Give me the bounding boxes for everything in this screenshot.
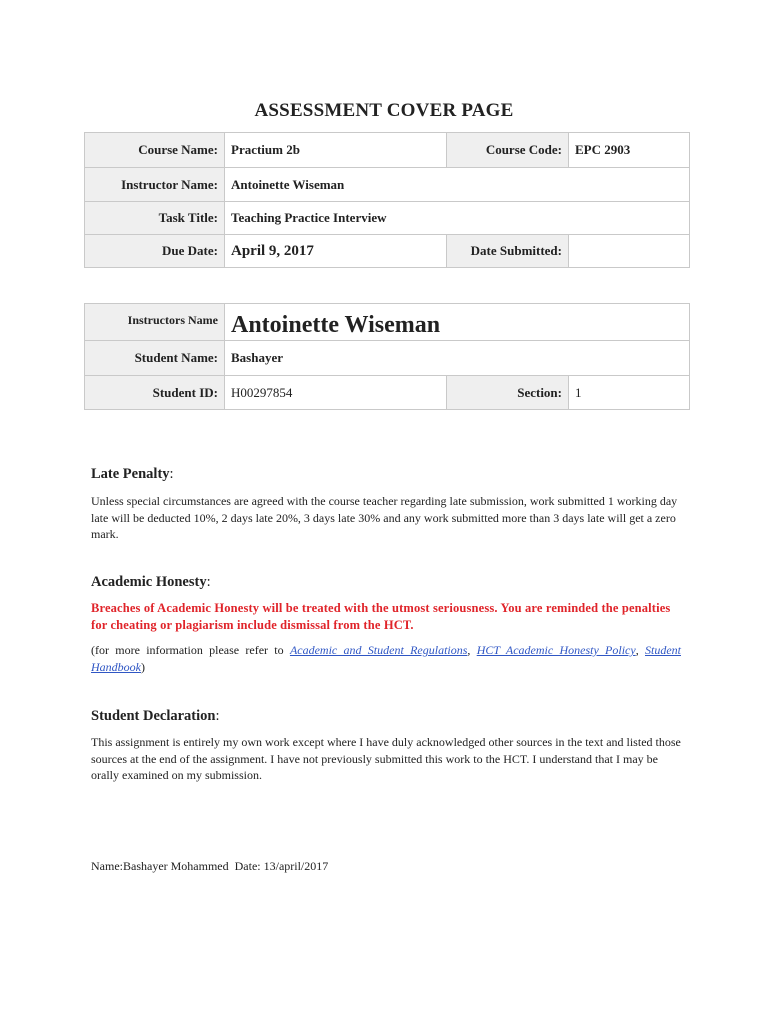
late-penalty-heading-colon: : [169,466,174,482]
section-label: Section: [447,376,569,410]
late-penalty-text: Unless special circumstances are agreed with the course teacher regarding late submission, work submitted 1 working day late will be deducted 10%, 2 days late 20%, 3 days late 30% and any work submitted more than 3 days late will get a zero mark. [91,494,678,541]
course-code-label: Course Code: [447,133,569,168]
signature-line: Name:Bashayer Mohammed Date: 13/april/2017 [91,859,329,873]
student-declaration-heading-text: Student Declaration [91,708,216,724]
academic-honesty-warning: Breaches of Academic Honesty will be treated with the utmost seriousness. You are reminded the penalties for cheating or plagiarism include dismissal from the HCT. [91,601,671,632]
section-value: 1 [569,376,690,410]
student-declaration-heading-colon: : [215,708,220,724]
instructors-name-value: Antoinette Wiseman [225,304,690,341]
student-id-value: H00297854 [225,376,447,410]
date-submitted-value [569,235,690,268]
late-penalty-heading-text: Late Penalty [91,466,170,482]
academic-honesty-heading-text: Academic Honesty [91,574,207,590]
course-name-value: Practium 2b [225,133,447,168]
student-handbook-link[interactable]: Student Handbook [91,643,681,674]
student-name-label: Student Name: [85,341,225,376]
student-id-label: Student ID: [85,376,225,410]
info-separator-2: , [635,643,645,657]
late-penalty-heading [91,466,174,483]
honesty-policy-link[interactable]: HCT Academic Honesty Policy [476,643,636,657]
instructors-name-label: Instructors Name [85,304,225,341]
instructor-name-value: Antoinette Wiseman [225,168,690,202]
info-prefix: (for more information please refer to [91,643,290,657]
task-title-label: Task Title: [85,202,225,235]
info-suffix: ) [141,659,145,674]
due-date-label: Due Date: [85,235,225,268]
academic-regulations-link[interactable]: Academic and Student Regulations [289,643,468,657]
student-name-value: Bashayer [225,341,690,376]
date-submitted-label: Date Submitted: [447,235,569,268]
instructor-name-label: Instructor Name: [85,168,225,202]
task-title-value: Teaching Practice Interview [225,202,690,235]
due-date-value: April 9, 2017 [225,235,447,268]
student-declaration-text: This assignment is entirely my own work except where I have duly acknowledged other sources in the text and listed those sources at the end of the assignment. I have not previously submitted this work to the HCT. I understand that I may be orally examined on my submission. [91,735,681,782]
academic-honesty-info [91,642,681,675]
course-code-value: EPC 2903 [569,133,690,168]
student-info-table [84,303,690,410]
academic-honesty-heading-colon: : [206,574,211,590]
course-name-label: Course Name: [85,133,225,168]
course-info-table [84,132,690,268]
academic-honesty-heading [91,574,211,591]
page-title: ASSESSMENT COVER PAGE [254,100,514,121]
info-separator-1: , [467,643,477,657]
student-declaration-heading [91,708,220,725]
